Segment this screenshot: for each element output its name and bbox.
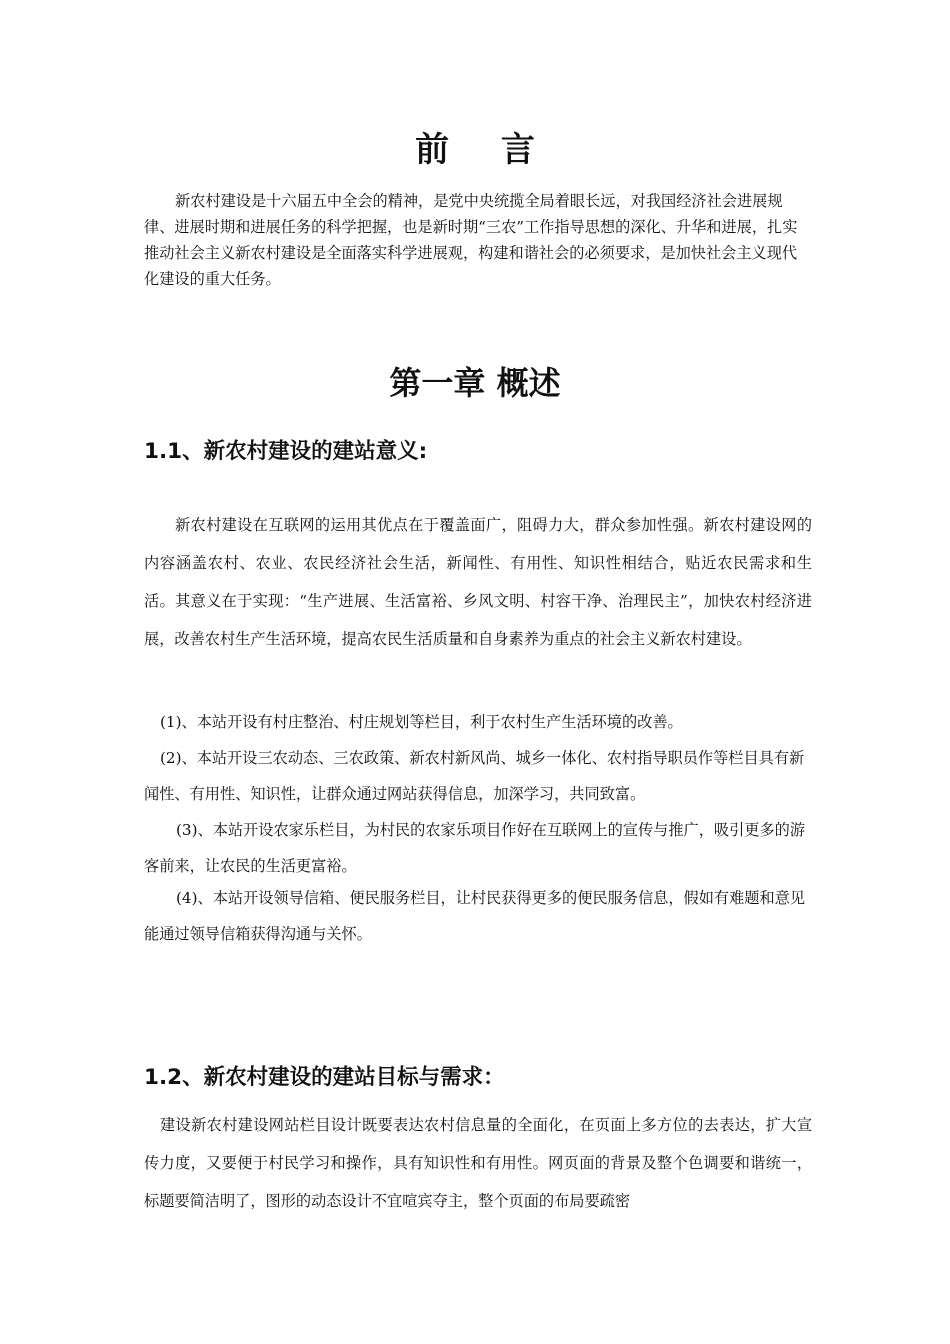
section-1-1-item-1: (1)、本站开设有村庄整治、村庄规划等栏目，利于农村生产生活环境的改善。 — [160, 713, 683, 731]
section-1-1-item-4: (4)、本站开设领导信箱、便民服务栏目，让村民获得更多的便民服务信息，假如有难题和意见能通过领导信箱获得沟通与关怀。 — [144, 889, 806, 943]
section-1-1-heading: 1.1、新农村建设的建站意义: — [144, 439, 428, 464]
section-1-2-paragraph: 建设新农村建设网站栏目设计既要表达农村信息量的全面化，在页面上多方位的去表达，扩大宣传力度，又要便于村民学习和操作，具有知识性和有用性。网页面的背景及整个色调要和谐统一，标题要简洁明了，图形的动态设计不宜喧宾夺主，整个页面的布局要疏密 — [144, 1116, 812, 1210]
section-1-1-item-2: (2)、本站开设三农动态、三农政策、新农村新风尚、城乡一体化、农村指导职员作等栏目具有新闻性、有用性、知识性，让群众通过网站获得信息，加深学习，共同致富。 — [144, 749, 805, 803]
section-1-1-item-3: (3)、本站开设农家乐栏目，为村民的农家乐项目作好在互联网上的宣传与推广，吸引更多的游客前来，让农民的生活更富裕。 — [144, 821, 806, 875]
preface-title: 前 言 — [415, 130, 555, 170]
chapter-title: 第一章 概述 — [389, 364, 561, 402]
preface-paragraph: 新农村建设是十六届五中全会的精神，是党中央统揽全局着眼长远，对我国经济社会进展规律、进展时期和进展任务的科学把握，也是新时期“三农”工作指导思想的深化、升华和进展，扎实推动社会主义新农村建设是全面落实科学进展观，构建和谐社会的必须要求，是加快社会主义现代化建设的重大任务。 — [144, 192, 798, 288]
section-1-1-intro: 新农村建设在互联网的运用其优点在于覆盖面广，阻碍力大，群众参加性强。新农村建设网的内容涵盖农村、农业、农民经济社会生活，新闻性、有用性、知识性相结合，贴近农民需求和生活。其意义在于实现：“生产进展、生活富裕、乡风文明、村容干净、治理民主”，加快农村经济进展，改善农村生产生活环境，提高农民生活质量和自身素养为重点的社会主义新农村建设。 — [144, 516, 812, 648]
section-1-2-heading: 1.2、新农村建设的建站目标与需求： — [144, 1065, 505, 1090]
